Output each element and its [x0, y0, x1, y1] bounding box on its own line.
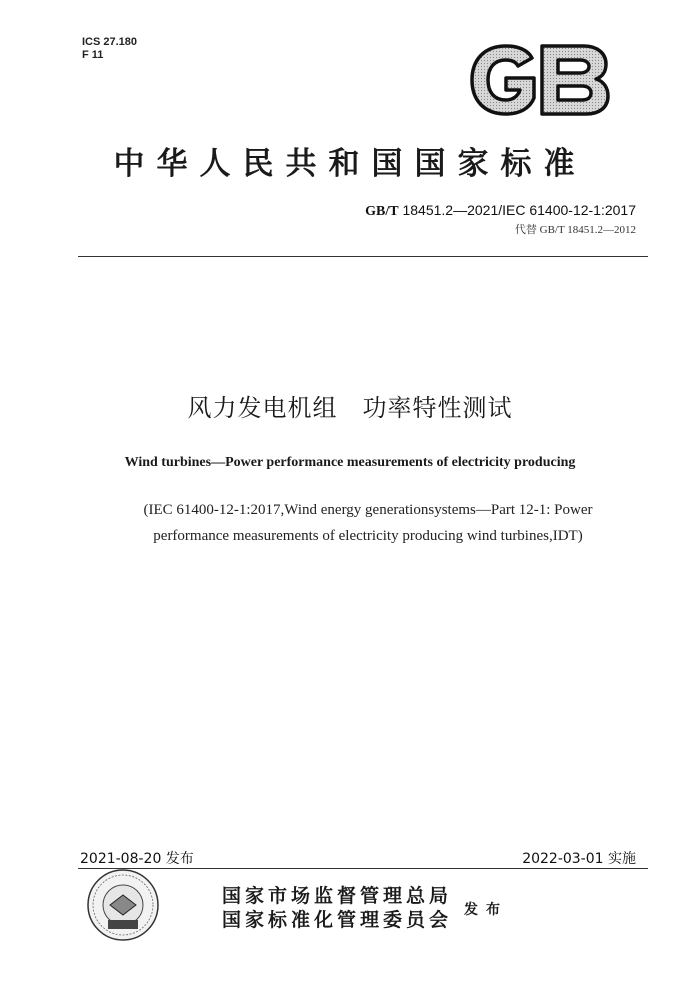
issuer-line-2: 国家标准化管理委员会 [222, 909, 453, 931]
idt-line-2: performance measurements of electricity producing wind turbines,IDT) [153, 528, 583, 544]
standard-number-value: 18451.2—2021/IEC 61400-12-1:2017 [402, 202, 636, 218]
issuer-line-1: 国家市场监督管理总局 [222, 885, 453, 907]
standard-number [365, 202, 636, 220]
national-standard-title: 中华人民共和国国家标准 [113, 146, 587, 182]
english-title: Wind turbines—Power performance measurements of electricity producing [124, 455, 576, 470]
replaces-standard: 代替 GB/T 18451.2—2012 [514, 224, 636, 236]
gb-logo [468, 44, 610, 116]
idt-line-1: (IEC 61400-12-1:2017,Wind energy generationsystems—Part 12-1: Power [143, 502, 593, 518]
bottom-divider [78, 868, 648, 869]
issuing-authorities [222, 884, 452, 932]
chinese-title: 风力发电机组 功率特性测试 [187, 394, 513, 422]
classification-codes [82, 36, 137, 62]
idt-reference [100, 497, 636, 549]
standard-prefix: GB/T [365, 204, 399, 219]
ccs-code: F 11 [82, 49, 104, 61]
ics-code: ICS 27.180 [82, 36, 138, 48]
publish-date: 2021-08-20 发布 [80, 851, 194, 867]
implement-date: 2022-03-01 实施 [522, 851, 636, 867]
top-divider [78, 256, 648, 257]
publisher-seal [86, 868, 160, 942]
publish-label: 发布 [464, 902, 508, 918]
